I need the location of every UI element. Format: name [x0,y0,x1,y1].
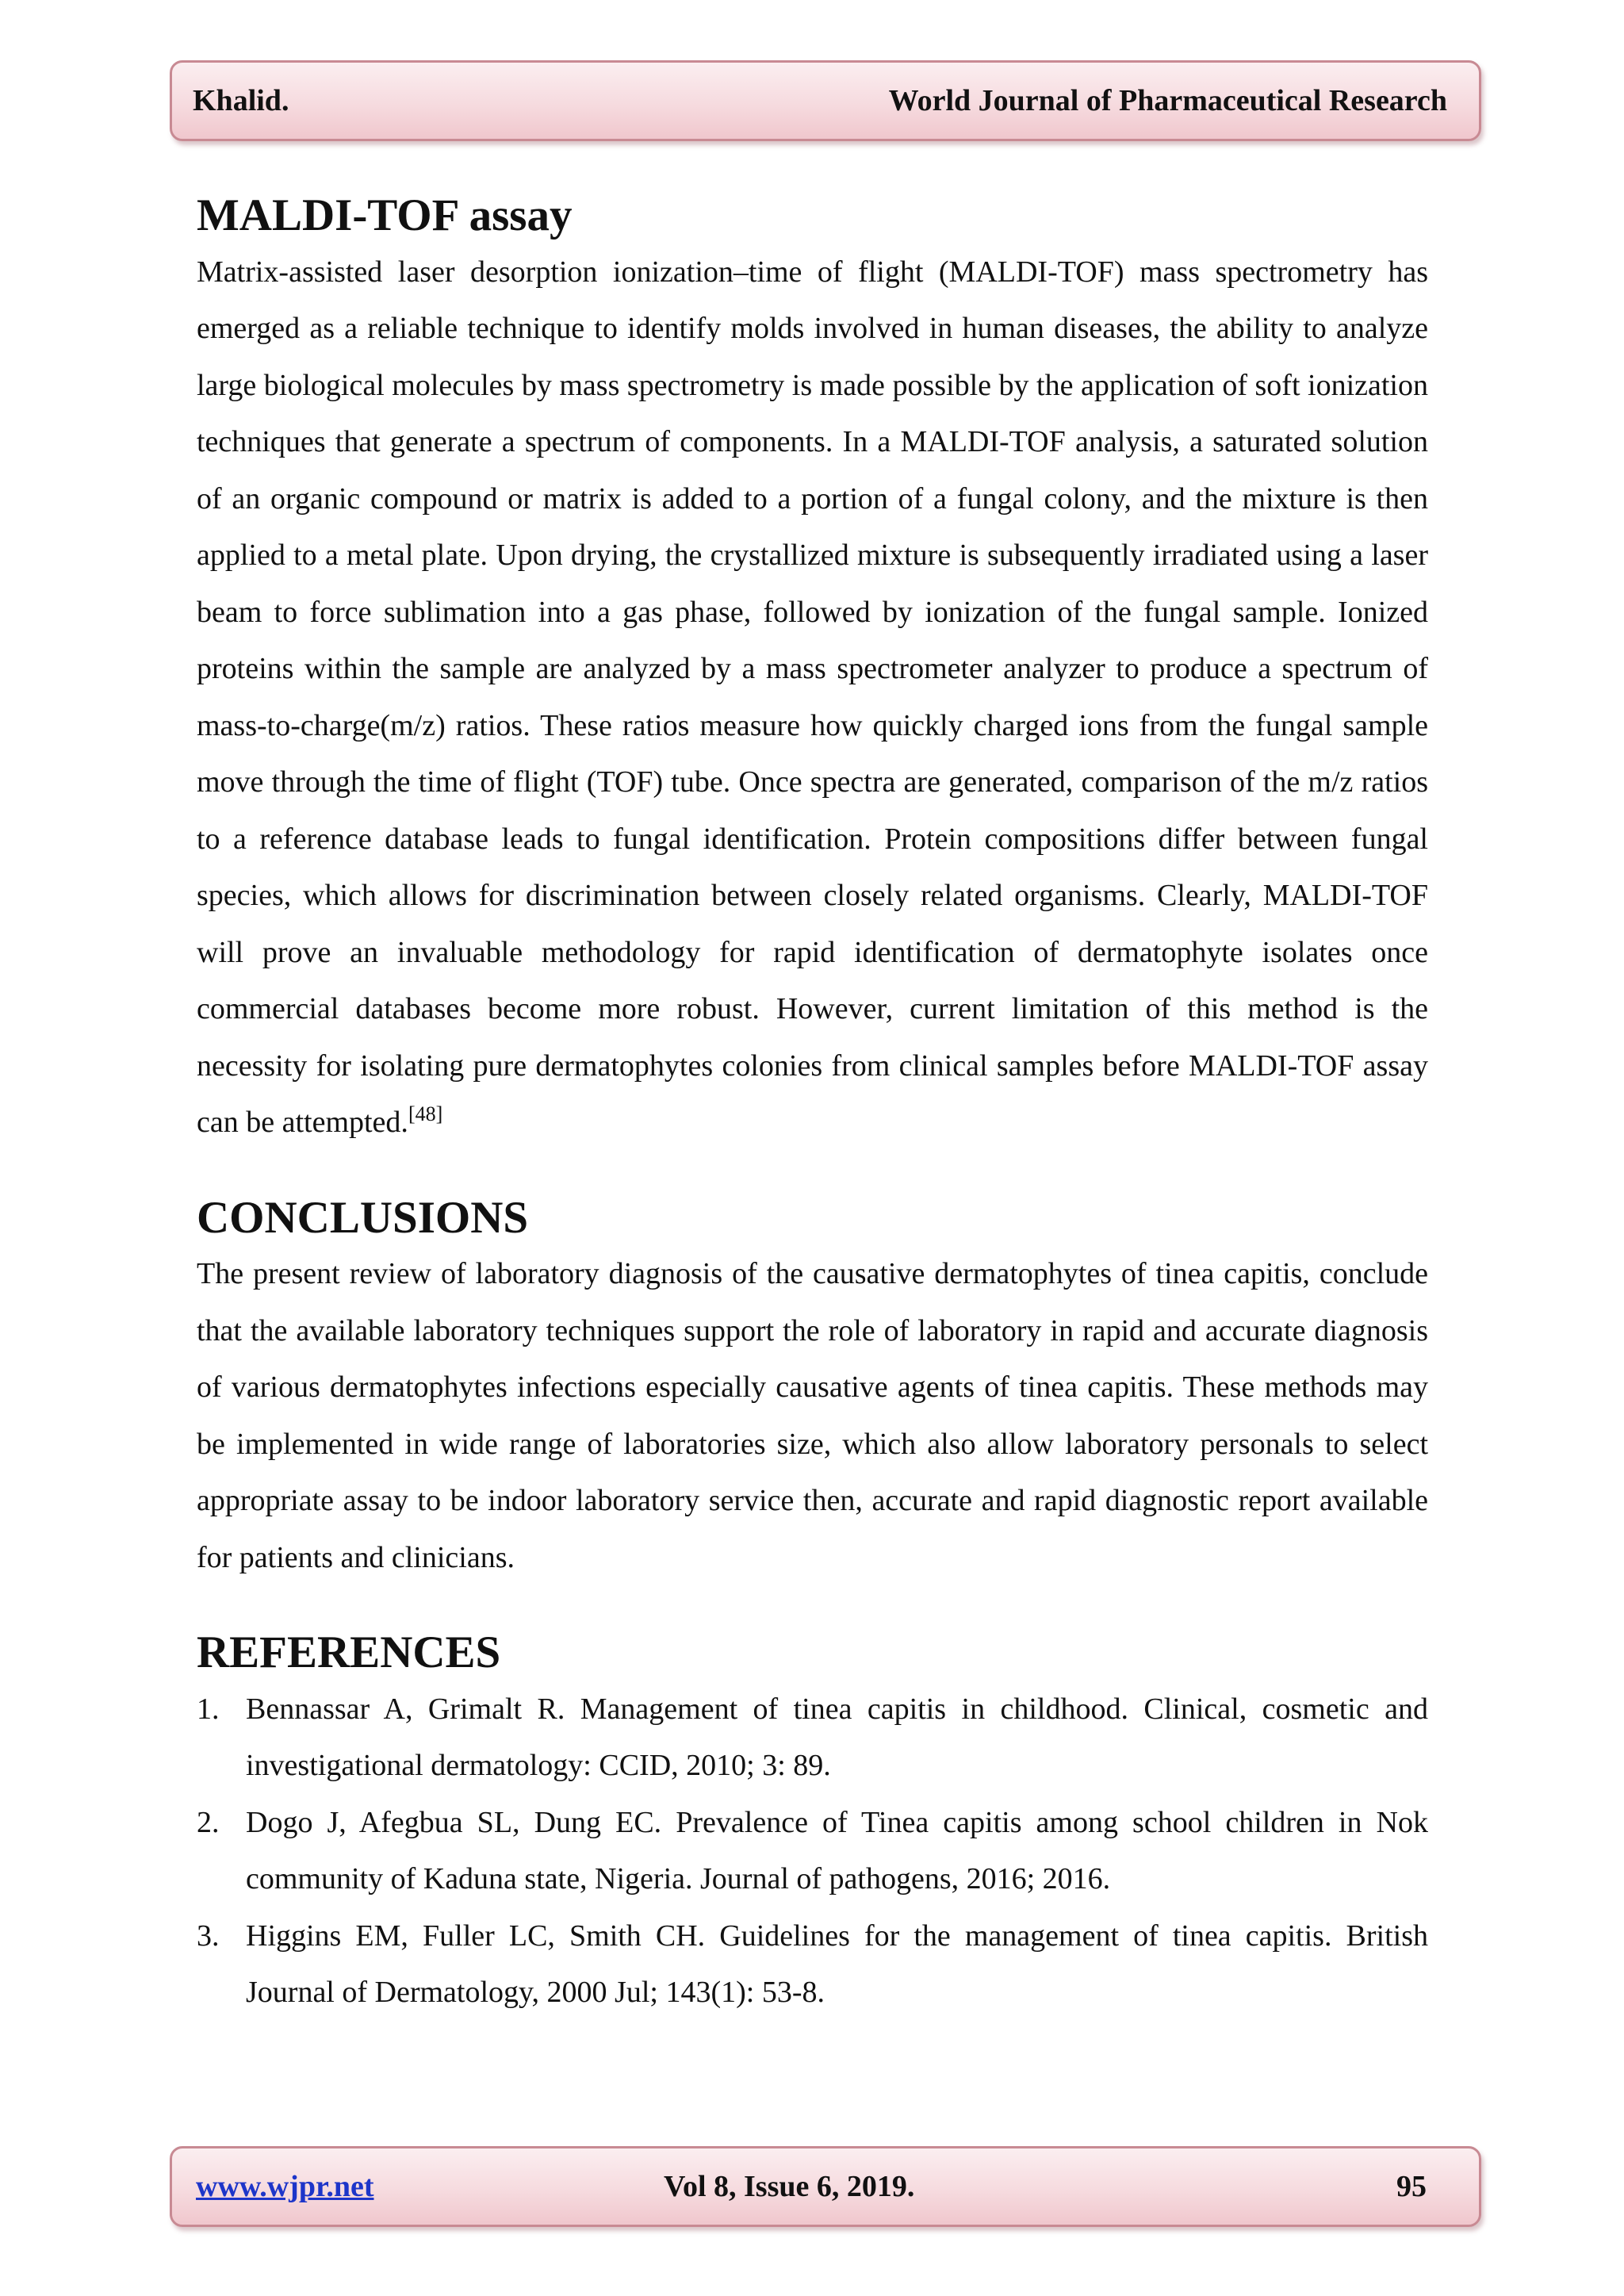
section-conclusions [197,1190,1428,1587]
footer-website-link[interactable]: www.wjpr.net [196,2170,374,2203]
reference-text: Higgins EM, Fuller LC, Smith CH. Guidelines for the management of tinea capitis. British Journal of Dermatology, 2000 Jul; 143(1): 53-8. [246,1918,1428,2009]
article-body [197,187,1428,2022]
reference-text: Dogo J, Afegbua SL, Dung EC. Prevalence of Tinea capitis among school children in Nok community of Kaduna state, Nigeria. Journal of pathogens, 2016; 2016. [246,1805,1428,1895]
reference-text: Bennassar A, Grimalt R. Management of tinea capitis in childhood. Clinical, cosmetic and investigational dermatology: CCID, 2010; 3: 89. [246,1692,1428,1782]
reference-item-3 [197,1908,1428,2022]
reference-item-1 [197,1681,1428,1795]
footer-volume-issue: Vol 8, Issue 6, 2019. [664,2170,915,2203]
paragraph-maldi-tof [197,244,1428,1152]
paragraph-maldi-tof-text: Matrix-assisted laser desorption ionization–time of flight (MALDI-TOF) mass spectrometry has emerged as a reliable technique to identify molds involved in human diseases, the ability to analyze large biological molecules by mass spectrometry is made possible by the application of soft ionization techniques that generate a spectrum of components. In a MALDI-TOF analysis, a saturated solution of an organic compound or matrix is added to a portion of a fungal colony, and the mixture is then applied to a metal plate. Upon drying, the crystallized mixture is subsequently irradiated using a laser beam to force sublimation into a gas phase, followed by ionization of the fungal sample. Ionized proteins within the sample are analyzed by a mass spectrometer analyzer to produce a spectrum of mass-to-charge(m/z) ratios. These ratios measure how quickly charged ions from the fungal sample move through the time of flight (TOF) tube. Once spectra are generated, comparison of the m/z ratios to a reference database leads to fungal identification. Protein compositions differ between fungal species, which allows for discrimination between closely related organisms. Clearly, MALDI-TOF will prove an invaluable methodology for rapid identification of dermatophyte isolates once commercial databases become more robust. However, current limitation of this method is the necessity for isolating pure dermatophytes colonies from clinical samples before MALDI-TOF assay can be attempted. [197,255,1428,1139]
paragraph-conclusions: The present review of laboratory diagnosis of the causative dermatophytes of tinea capitis, conclude that the available laboratory techniques support the role of laboratory in rapid and accurate diagnosis of various dermatophytes infections especially causative agents of tinea capitis. These methods may be implemented in wide range of laboratories size, which also allow laboratory personals to select appropriate assay to be indoor laboratory service then, accurate and rapid diagnostic report available for patients and clinicians. [197,1257,1428,1574]
section-heading-conclusions: CONCLUSIONS [197,1192,529,1243]
section-heading-references: REFERENCES [197,1627,501,1677]
page-footer [170,2146,1481,2227]
header-author: Khalid. [193,84,289,117]
section-references [197,1624,1428,2022]
section-maldi-tof [197,187,1428,1152]
section-spacer [197,1152,1428,1190]
footer-page-number: 95 [1396,2170,1427,2203]
reference-list [197,1681,1428,2022]
header-journal-title: World Journal of Pharmaceutical Research [888,84,1447,117]
reference-number: 3. [197,1918,220,1953]
page-header [170,60,1481,141]
section-heading-maldi-tof: MALDI-TOF assay [197,190,573,240]
reference-number: 1. [197,1692,220,1726]
reference-number: 2. [197,1805,220,1839]
reference-item-2 [197,1795,1428,1908]
section-spacer [197,1586,1428,1624]
citation-48: [48] [408,1102,443,1125]
